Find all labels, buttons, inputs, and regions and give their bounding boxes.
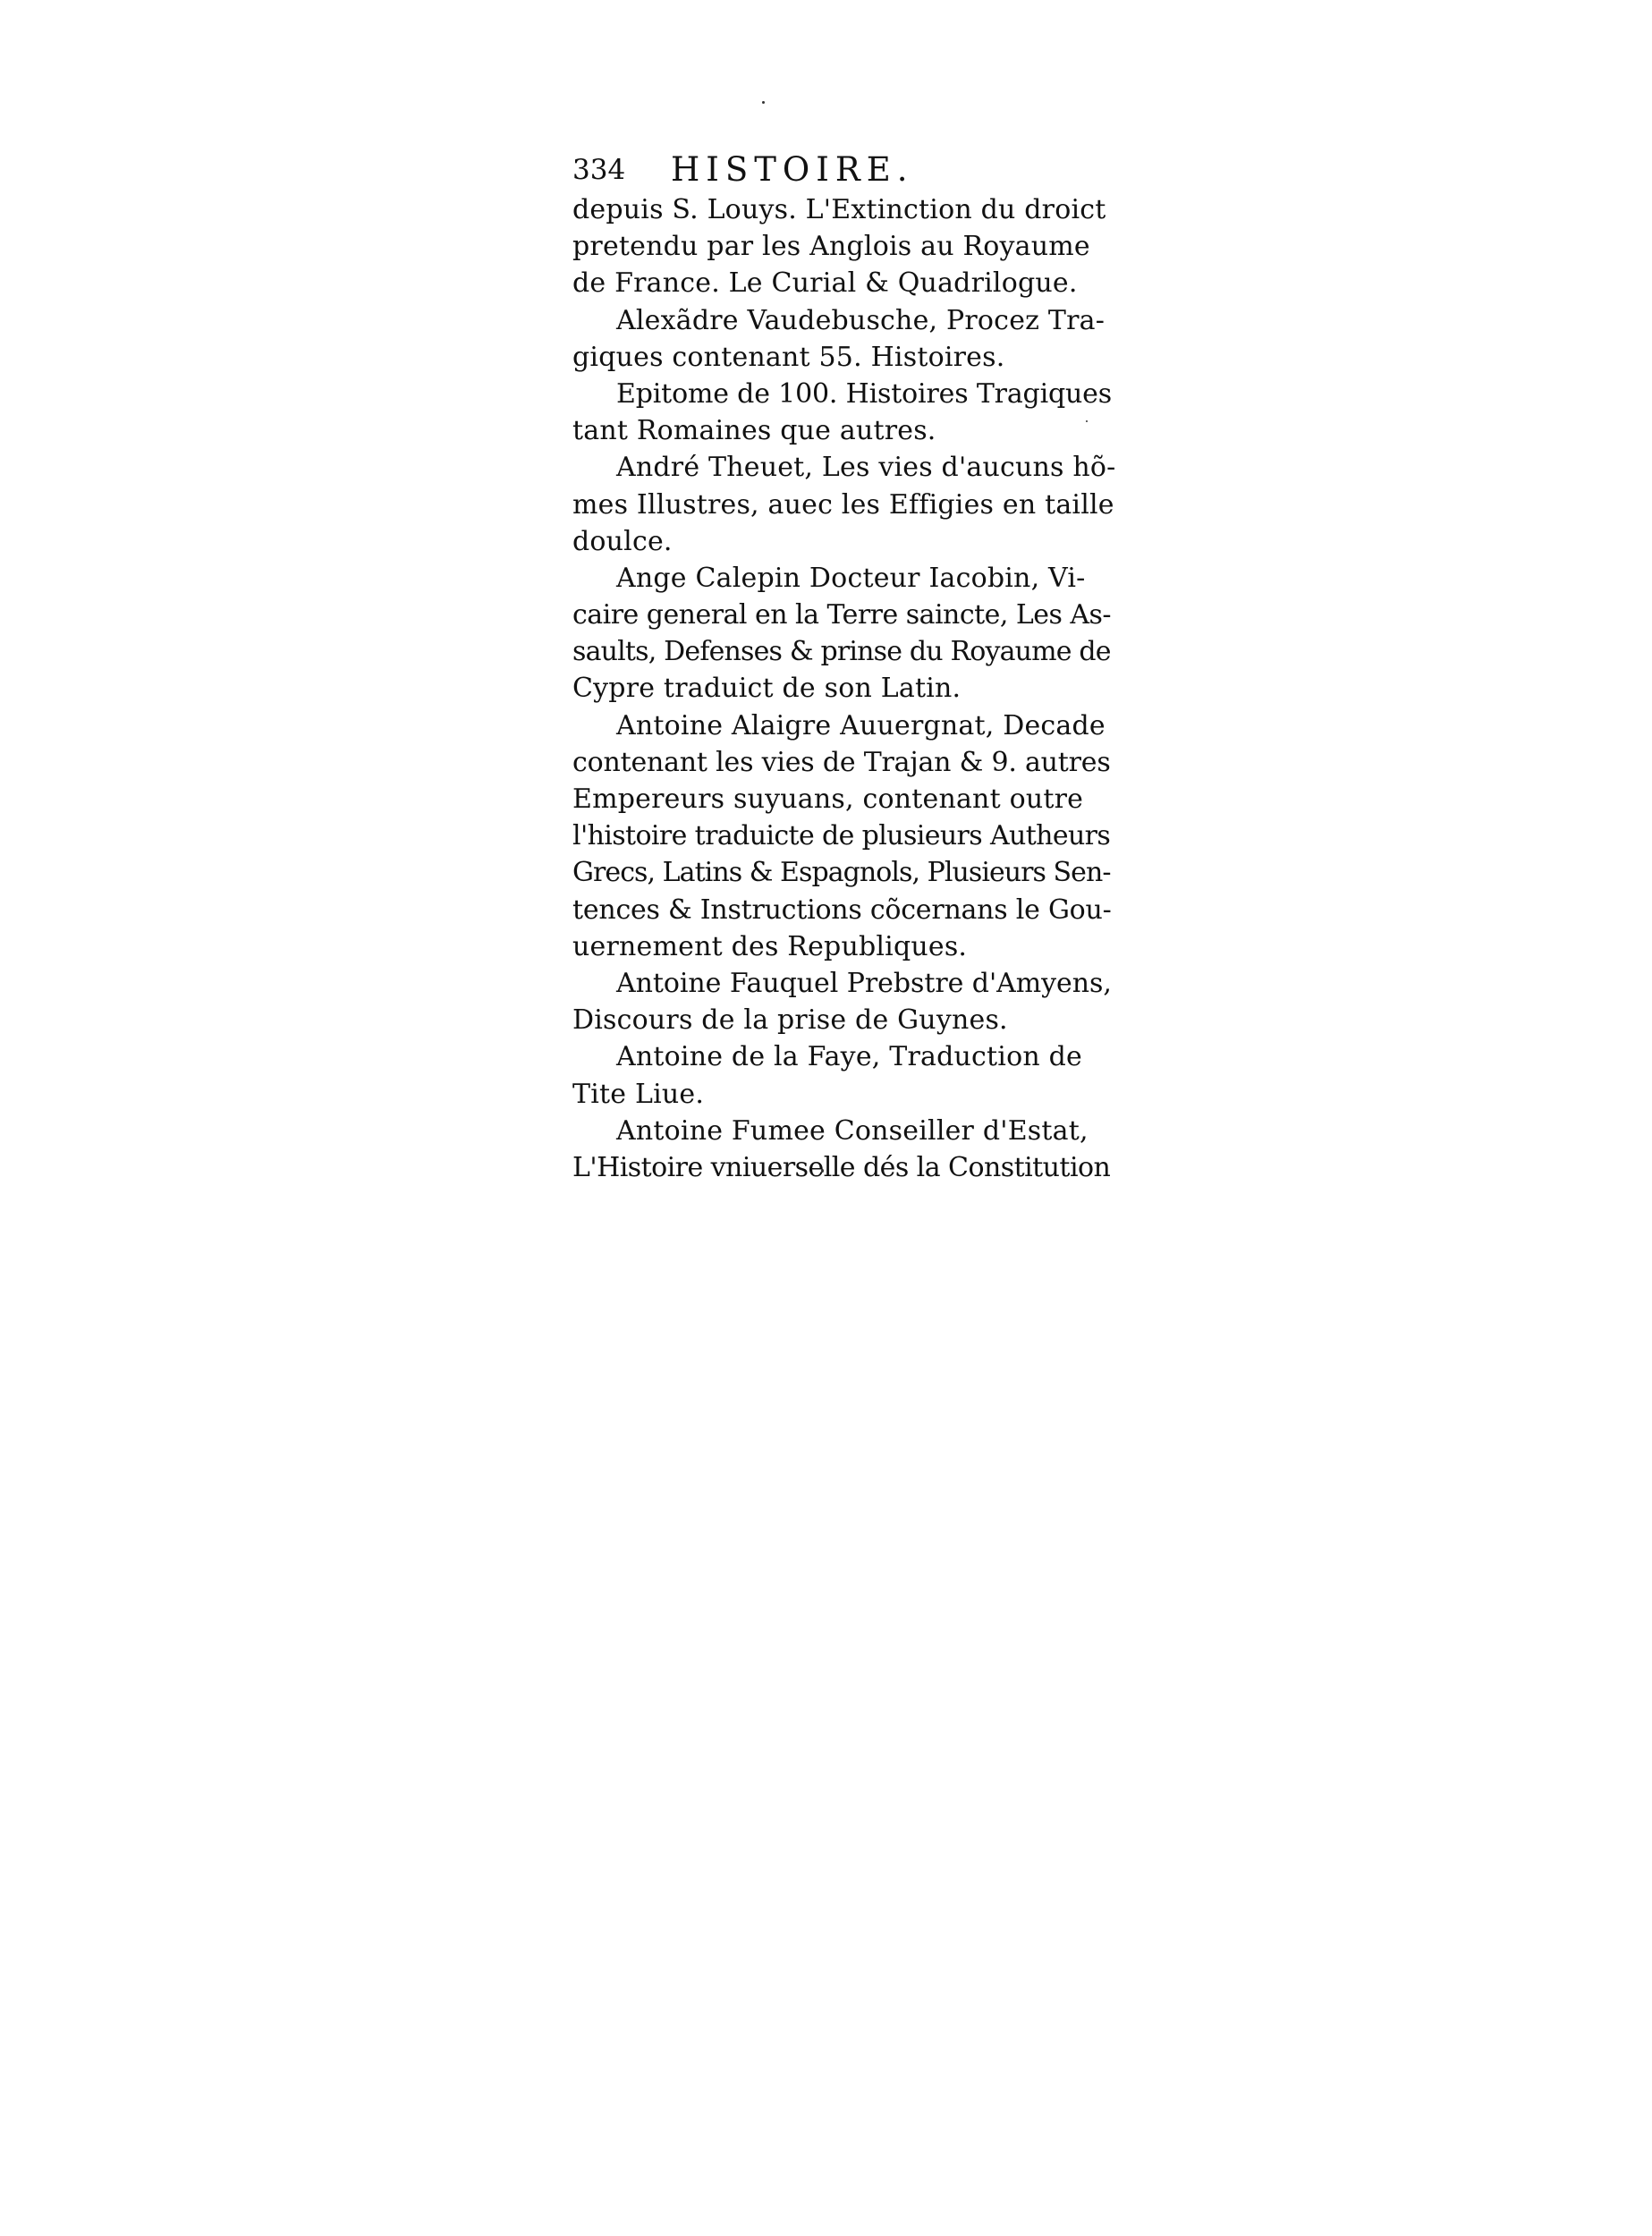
- text-line: L'Histoire vniuerselle dés la Constitution: [572, 1151, 1111, 1183]
- text-line: mes Illustres, auec les Effigies en taille: [572, 488, 1114, 521]
- running-title: HISTOIRE.: [671, 150, 914, 189]
- text-line: Empereurs suyuans, contenant outre: [572, 783, 1084, 815]
- text-line: l'histoire traduicte de plusieurs Autheurs: [572, 820, 1111, 852]
- body-text: [572, 191, 1118, 1186]
- page-header: [572, 148, 1118, 191]
- text-line: Grecs, Latins & Espagnols, Plusieurs Sen-: [572, 857, 1111, 889]
- text-line: Alexãdre Vaudebusche, Procez Tra-: [616, 304, 1106, 336]
- text-line: Tite Liue.: [572, 1078, 705, 1110]
- text-line: Epitome de 100. Histoires Tragiques: [616, 377, 1112, 410]
- text-line: Antoine Alaigre Auuergnat, Decade: [616, 709, 1106, 741]
- text-line: pretendu par les Anglois au Royaume: [572, 231, 1090, 263]
- ink-speck: [762, 101, 765, 104]
- text-line: caire general en la Terre saincte, Les As-: [572, 599, 1112, 631]
- text-line: Antoine Fumee Conseiller d'Estat,: [616, 1114, 1089, 1147]
- text-line: doulce.: [572, 525, 673, 557]
- text-line: Cypre traduict de son Latin.: [572, 673, 962, 705]
- text-line: giques contenant 55. Histoires.: [572, 341, 1005, 373]
- text-line: saults, Defenses & prinse du Royaume de: [572, 636, 1111, 668]
- text-line: depuis S. Louys. L'Extinction du droict: [572, 194, 1106, 225]
- text-line: contenant les vies de Trajan & 9. autres: [572, 746, 1111, 778]
- page-text-block: [572, 148, 1118, 1186]
- text-line: Antoine de la Faye, Traduction de: [616, 1041, 1082, 1073]
- text-line: André Theuet, Les vies d'aucuns hõ-: [616, 452, 1116, 484]
- text-line: Discours de la prise de Guynes.: [572, 1004, 1008, 1037]
- text-line: uernement des Republiques.: [572, 930, 968, 962]
- text-line: tant Romaines que autres.: [572, 415, 936, 447]
- page-number: 334: [572, 154, 626, 186]
- text-line: de France. Le Curial & Quadrilogue.: [572, 267, 1078, 300]
- text-line: Ange Calepin Docteur Iacobin, Vi-: [616, 562, 1086, 594]
- text-line: Antoine Fauquel Prebstre d'Amyens,: [616, 967, 1112, 999]
- text-line: tences & Instructions cõcernans le Gou-: [572, 894, 1112, 926]
